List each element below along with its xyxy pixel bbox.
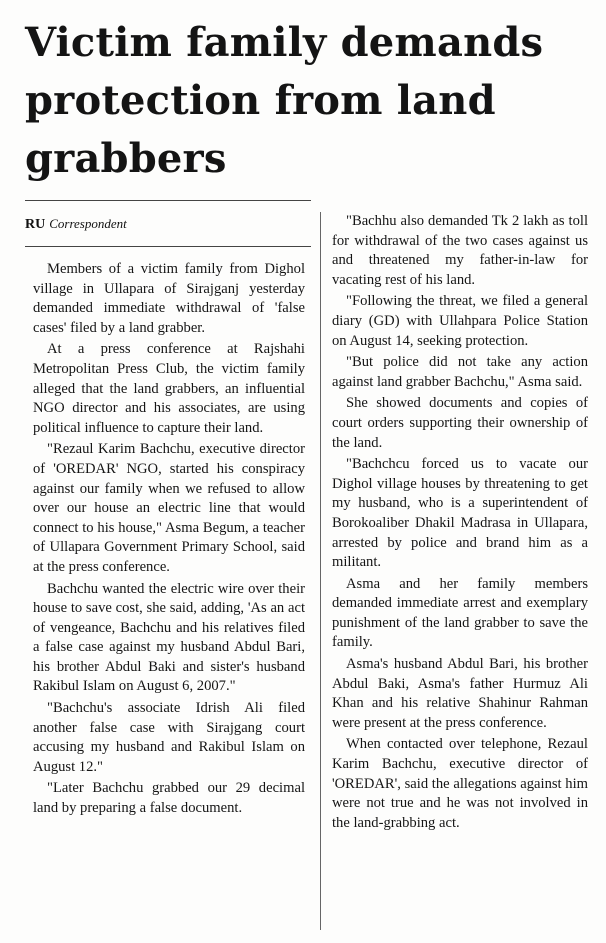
paragraph: "Rezaul Karim Bachchu, executive director of 'OREDAR' NGO, started his conspiracy against our family when we refused to allow over our house an electric line that would connect to his house," Asma Begum, a teacher of Ullapara Government Primary School, said at the press conference. <box>33 441 305 575</box>
paragraph: She showed documents and copies of court orders supporting their ownership of the land. <box>332 395 588 451</box>
paragraph: "Bachhu also demanded Tk 2 lakh as toll for withdrawal of the two cases against us and threatened my father-in-law for vacating rest of his land. <box>332 213 588 288</box>
paragraph: When contacted over telephone, Rezaul Karim Bachchu, executive director of 'OREDAR', said the allegations against him were not true and he was not involved in the land-grabbing act. <box>332 736 588 831</box>
byline-tag: RU <box>25 217 46 232</box>
byline-top-rule <box>25 200 311 201</box>
column-divider <box>320 212 321 930</box>
byline-bottom-rule <box>25 246 311 247</box>
headline: Victim family demands protection from land grabbers <box>25 19 544 182</box>
paragraph: Members of a victim family from Dighol village in Ullapara of Sirajganj yesterday demanded immediate withdrawal of 'false cases' filed by a land grabber. <box>33 261 305 336</box>
byline-role: Correspondent <box>49 216 127 231</box>
paragraph: "Later Bachchu grabbed our 29 decimal land by preparing a false document. <box>33 780 305 817</box>
byline <box>25 216 127 233</box>
article-column-right <box>332 212 588 835</box>
paragraph: At a press conference at Rajshahi Metropolitan Press Club, the victim family alleged that the land grabbers, an influential NGO director and his associates, are using political influence to capture their land. <box>33 341 305 436</box>
paragraph: Bachchu wanted the electric wire over their house to save cost, she said, adding, 'As an act of vengeance, Bachchu and his relatives filed a false case against my husband Abdul Bari, his brother Abdul Baki and sister's husband Rakibul Islam on August 6, 2007." <box>33 580 305 695</box>
paragraph: Asma's husband Abdul Bari, his brother Abdul Baki, Asma's father Hurmuz Ali Khan and his relative Shahinur Rahman were present at the press conference. <box>332 656 588 731</box>
paragraph: "Bachchcu forced us to vacate our Dighol village houses by threatening to get my husband, who is a superintendent of Borokoaliber Dhakil Madrasa in Ullapara, arrested by police and brand him as a militant. <box>332 456 588 571</box>
paragraph: "Following the threat, we filed a general diary (GD) with Ullahpara Police Station on August 14, seeking protection. <box>332 293 588 349</box>
paragraph: Asma and her family members demanded immediate arrest and exemplary punishment of the land grabber to save the family. <box>332 575 588 651</box>
paragraph: "But police did not take any action against land grabber Bachchu," Asma said. <box>332 354 588 390</box>
article-column-left <box>33 260 305 821</box>
paragraph: "Bachchu's associate Idrish Ali filed another false case with Sirajgang court accusing my husband and Rakibul Islam on August 12." <box>33 700 305 775</box>
